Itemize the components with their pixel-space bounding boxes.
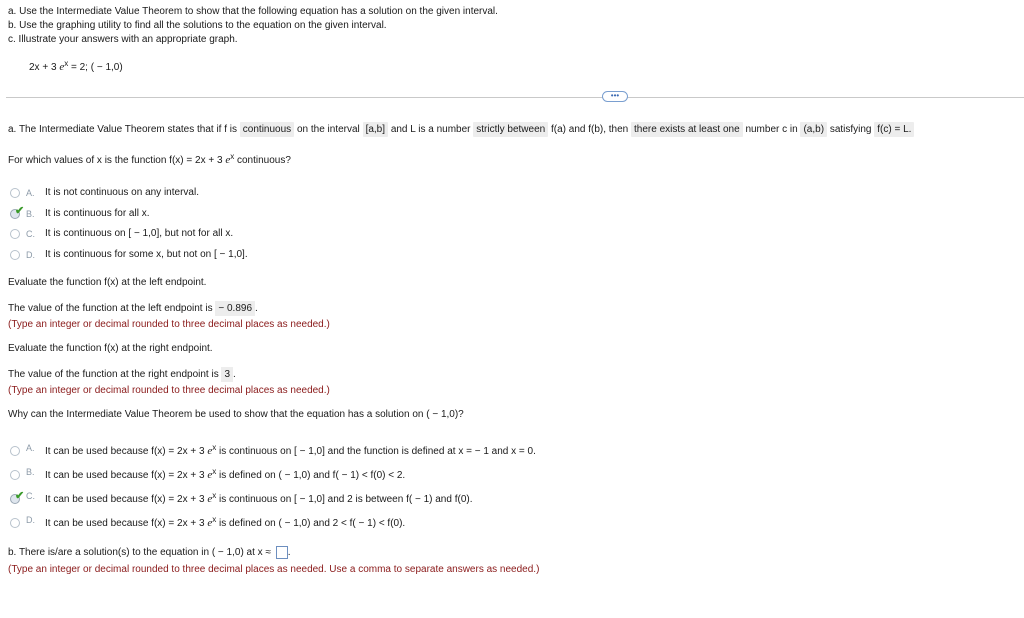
- q1-post: continuous?: [234, 155, 291, 166]
- divider: [6, 97, 1024, 98]
- radio-d[interactable]: [10, 518, 20, 528]
- option-letter: D.: [26, 515, 35, 525]
- ivt-blank-open-interval: (a,b): [800, 122, 827, 137]
- option-e: e: [207, 445, 213, 457]
- more-options-button[interactable]: •••: [602, 91, 628, 102]
- hint-right: (Type an integer or decimal rounded to three decimal places as needed.): [8, 385, 330, 396]
- option-letter: B.: [26, 467, 35, 477]
- equation-lhs: 2x + 3: [29, 62, 57, 73]
- option-text-pre: It can be used because f(x) = 2x + 3: [45, 470, 205, 481]
- eval-left-prompt: Evaluate the function f(x) at the left endpoint.: [8, 277, 207, 288]
- option-exponent: x: [212, 491, 217, 500]
- ivt-text-3: and L is a number: [390, 124, 471, 135]
- option-text: [45, 469, 405, 481]
- right-value-line: [8, 369, 236, 380]
- question-ivt: Why can the Intermediate Value Theorem be used to show that the equation has a solution on ( − 1,0)?: [8, 409, 464, 420]
- option-letter: C.: [26, 229, 35, 239]
- option-text-post: is defined on ( − 1,0) and f( − 1) < f(0) < 2.: [216, 470, 406, 481]
- instruction-b: b. Use the graphing utility to find all the solutions to the equation on the given interval.: [8, 20, 387, 31]
- option-text: [45, 493, 472, 505]
- option-letter: A.: [26, 188, 35, 198]
- ivt-text-6: satisfying: [829, 124, 872, 135]
- part-b-period: .: [287, 547, 291, 559]
- right-value-answer: 3: [221, 367, 233, 382]
- option-text-post: is continuous on [ − 1,0] and 2 is between f( − 1) and f(0).: [216, 494, 473, 505]
- ivt-blank-interval: [a,b]: [363, 122, 388, 137]
- ivt-blank-continuous: continuous: [240, 122, 294, 137]
- equation-rhs: = 2; ( − 1,0): [68, 62, 123, 73]
- right-value-text: The value of the function at the right endpoint is: [8, 369, 219, 380]
- option-text: It is continuous for some x, but not on [ − 1,0].: [45, 249, 248, 260]
- ivt-text-5: number c in: [745, 124, 798, 135]
- option-exponent: x: [212, 515, 217, 524]
- option-text-pre: It can be used because f(x) = 2x + 3: [45, 518, 205, 529]
- ivt-text-2: on the interval: [296, 124, 360, 135]
- option-text-pre: It can be used because f(x) = 2x + 3: [45, 446, 205, 457]
- radio-a[interactable]: [10, 446, 20, 456]
- option-letter: D.: [26, 250, 35, 260]
- ivt-text-1: a. The Intermediate Value Theorem states that if f is: [8, 124, 238, 135]
- radio-c[interactable]: [10, 229, 20, 239]
- ivt-blank-fc: f(c) = L.: [874, 122, 914, 137]
- q1-e: e: [225, 154, 231, 166]
- ivt-blank-exists: there exists at least one: [631, 122, 743, 137]
- equation-e: e: [59, 61, 65, 73]
- option-text: It is not continuous on any interval.: [45, 187, 199, 198]
- radio-b[interactable]: [10, 470, 20, 480]
- option-exponent: x: [212, 467, 217, 476]
- question-continuity: [8, 154, 291, 166]
- q1-exponent: x: [230, 152, 235, 161]
- q1-text: For which values of x is the function f(x) = 2x + 3: [8, 155, 223, 166]
- part-b-text: b. There is/are a solution(s) to the equation in ( − 1,0) at x ≈: [8, 547, 271, 559]
- right-value-period: .: [233, 369, 236, 380]
- checkmark-icon: ✔: [15, 205, 25, 217]
- left-value-answer: − 0.896: [215, 301, 255, 316]
- option-text: It is continuous on [ − 1,0], but not for all x.: [45, 228, 234, 239]
- option-exponent: x: [212, 443, 217, 452]
- option-letter: B.: [26, 209, 35, 219]
- option-text-pre: It can be used because f(x) = 2x + 3: [45, 494, 205, 505]
- radio-a[interactable]: [10, 188, 20, 198]
- ivt-statement: [8, 124, 914, 135]
- option-text-post: is defined on ( − 1,0) and 2 < f( − 1) < f(0).: [216, 518, 406, 529]
- option-e: e: [207, 517, 213, 529]
- hint-left: (Type an integer or decimal rounded to three decimal places as needed.): [8, 319, 330, 330]
- hint-part-b: (Type an integer or decimal rounded to three decimal places as needed. Use a comma to separate answers as needed.): [8, 564, 540, 575]
- instruction-c: c. Illustrate your answers with an appropriate graph.: [8, 34, 238, 45]
- equation: [29, 61, 123, 73]
- option-text: [45, 445, 536, 457]
- left-value-line: [8, 303, 258, 314]
- equation-exponent: x: [64, 59, 69, 68]
- option-letter: A.: [26, 443, 35, 453]
- option-text-post: is continuous on [ − 1,0] and the function is defined at x = − 1 and x = 0.: [216, 446, 536, 457]
- option-e: e: [207, 469, 213, 481]
- option-text: It is continuous for all x.: [45, 208, 150, 219]
- left-value-period: .: [255, 303, 258, 314]
- solution-answer-input[interactable]: [276, 546, 288, 559]
- ivt-blank-strictly-between: strictly between: [473, 122, 548, 137]
- option-text: [45, 517, 405, 529]
- instruction-a: a. Use the Intermediate Value Theorem to show that the following equation has a solution on the given interval.: [8, 6, 498, 17]
- ivt-text-4: f(a) and f(b), then: [550, 124, 629, 135]
- left-value-text: The value of the function at the left endpoint is: [8, 303, 213, 314]
- part-b-line: [8, 546, 291, 559]
- radio-d[interactable]: [10, 250, 20, 260]
- checkmark-icon: ✔: [15, 490, 25, 502]
- option-e: e: [207, 493, 213, 505]
- eval-right-prompt: Evaluate the function f(x) at the right endpoint.: [8, 343, 213, 354]
- option-letter: C.: [26, 491, 35, 501]
